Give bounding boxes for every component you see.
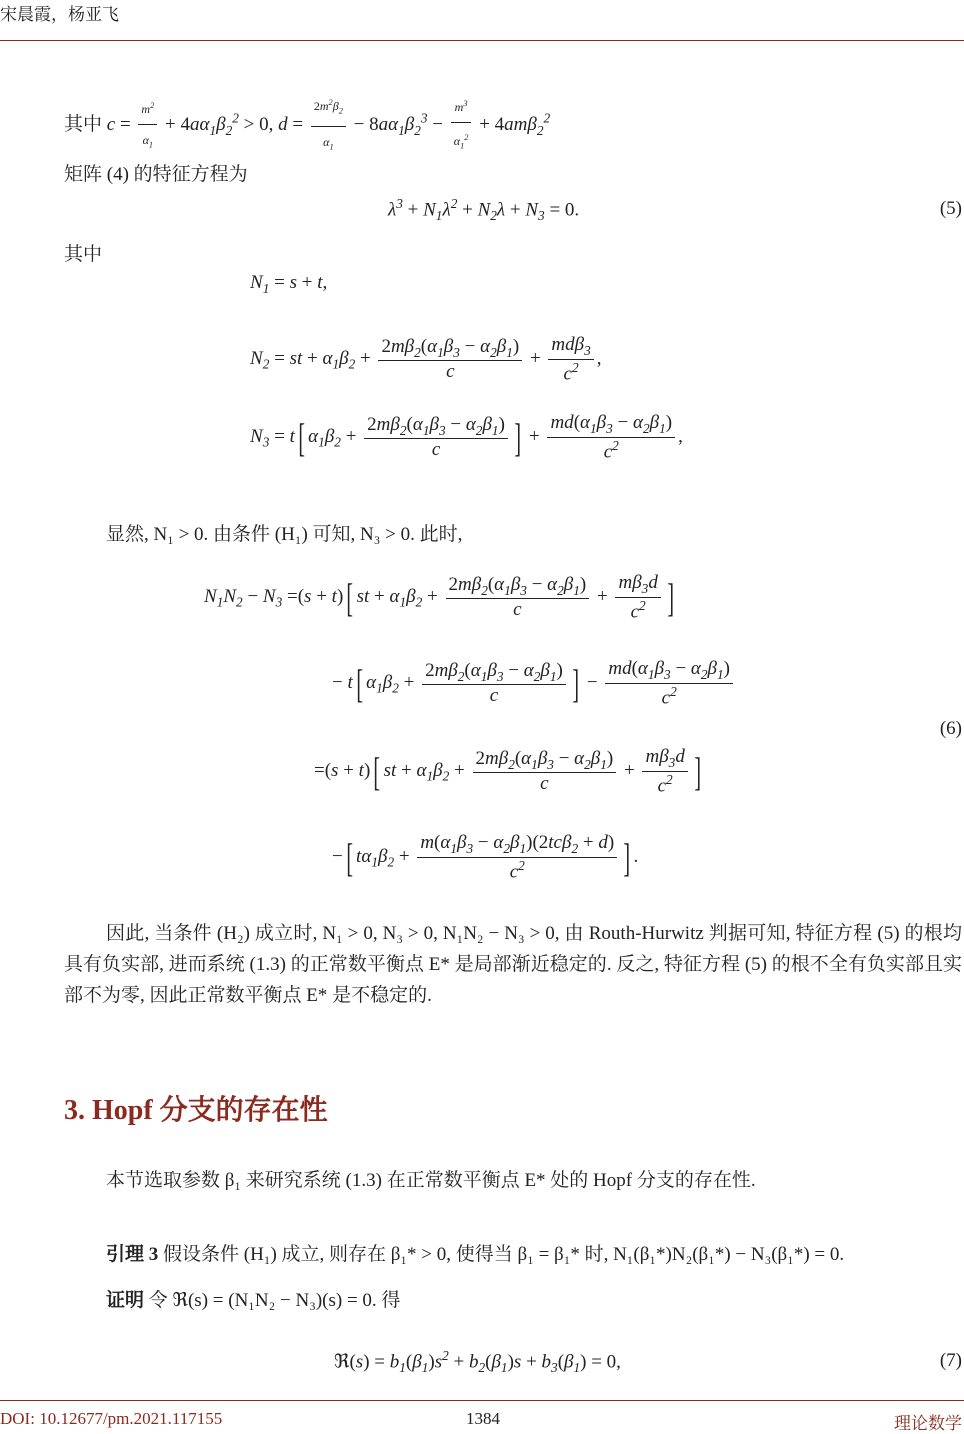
equation-6-line-1: $N_1N_2 - N_3 =(s + t)$[ st + $\alpha_1\beta_2$ + $\frac{2m\beta_2(\alpha_1\beta_3 - \alpha_2\beta_1)}{c}$ + $\frac{m\beta_3d}{c^2}$ ] [204, 572, 674, 623]
equation-number-7: (7) [939, 1350, 962, 1371]
N1-definition: $N_1 = s + t$, [250, 272, 328, 296]
cd-definition [64, 88, 550, 163]
proof-label: 证明 [106, 1290, 145, 1311]
where-label: 其中 [64, 113, 103, 135]
N3-definition: $N_3 = t$[ $\alpha_1\beta_2$ + $\frac{2m\beta_2(\alpha_1\beta_3 - \alpha_2\beta_1)}{c}$ ] + $\frac{md(\alpha_1\beta_3 - \alpha_2\beta_1)}{c^2}$ , [250, 412, 683, 463]
section-heading: 3. Hopf 分支的存在性 [64, 1095, 328, 1126]
remark-paragraph: 显然, N₁ > 0. 由条件 (H₁) 可知, N₃ > 0. 此时, [106, 524, 463, 545]
char-eq-intro: 矩阵 (4) 的特征方程为 [64, 164, 248, 185]
footer-doi[interactable]: DOI: 10.12677/pm.2021.117155 [0, 1409, 223, 1428]
equation-number-6: (6) [939, 718, 962, 739]
equation-5: $\lambda^3 + N_1\lambda^2 + N_2\lambda + N_3 = 0$. [388, 196, 580, 224]
conclusion-paragraph: 因此, 当条件 (H₂) 成立时, N₁ > 0, N₃ > 0, N₁N₂ − N₃ > 0, 由 Routh-Hurwitz 判据可知, 特征方程 (5) 的根均具有负实部, 进而系统 (1.3) 的正常数平衡点 E* 是局部渐近稳定的. 反之, 特征方程 (5) 的根不全有负实部且实部不为零, 因此正常数平衡点 E* 是不稳定的. [64, 923, 962, 1006]
equation-6-line-2: − t[ $\alpha_1\beta_2$ + $\frac{2m\beta_2(\alpha_1\beta_3 - \alpha_2\beta_1)}{c}$ ] − $\frac{md(\alpha_1\beta_3 - \alpha_2\beta_1)}{c^2}$ [332, 658, 736, 709]
lemma-label: 引理 3 [106, 1244, 159, 1265]
footer-journal: 理论数学 [894, 1414, 962, 1433]
running-header-authors: 宋晨霞，杨亚飞 [0, 5, 119, 24]
lemma-body: 假设条件 (H₁) 成立, 则存在 β₁* > 0, 使得当 β₁ = β₁* 时, N₁(β₁*)N₂(β₁*) − N₃(β₁*) = 0. [163, 1244, 845, 1265]
c-d-formula: c = $\frac{m^2}{\alpha_1}$ + $4a\alpha_1\beta_2^2 > 0$, d = $\frac{2m^2\beta_2}{\alpha_1}$ − $8a\alpha_1\beta_2^3$ − $\frac{m^3}{\alpha_1^2}$ + 4amβ$_2^2$ [107, 114, 550, 135]
equation-7: ℜ(s) = $b_1(\beta_1)s^2 + b_2(\beta_1)s + b_3(\beta_1) = 0$, [334, 1348, 621, 1376]
section-intro: 本节选取参数 β₁ 来研究系统 (1.3) 在正常数平衡点 E* 处的 Hopf 分支的存在性. [106, 1170, 756, 1191]
footer-rule [0, 1400, 964, 1401]
proof [106, 1286, 400, 1316]
N2-definition: $N_2$ = st + $\alpha_1\beta_2$ + $\frac{2m\beta_2(\alpha_1\beta_3 - \alpha_2\beta_1)}{c}$ + $\frac{md\beta_3}{c^2}$ , [250, 334, 602, 385]
footer-page-number: 1384 [466, 1409, 500, 1428]
where-N-label: 其中 [64, 244, 103, 265]
proof-body: 令 ℜ(s) = (N₁N₂ − N₃)(s) = 0. 得 [148, 1290, 401, 1311]
equation-6-line-3: =(s + t)[ st + $\alpha_1\beta_2$ + $\frac{2m\beta_2(\alpha_1\beta_3 - \alpha_2\beta_1)}{c}$ + $\frac{m\beta_3d}{c^2}$ ] [314, 746, 701, 797]
equation-number-5: (5) [939, 198, 962, 219]
lemma-3 [106, 1240, 844, 1270]
header-rule [0, 40, 964, 41]
equation-6-line-4: −[ $t\alpha_1\beta_2$ + $\frac{m(\alpha_1\beta_3 - \alpha_2\beta_1)(2tc\beta_2 + d)}{c^2}$ ] . [332, 832, 639, 883]
